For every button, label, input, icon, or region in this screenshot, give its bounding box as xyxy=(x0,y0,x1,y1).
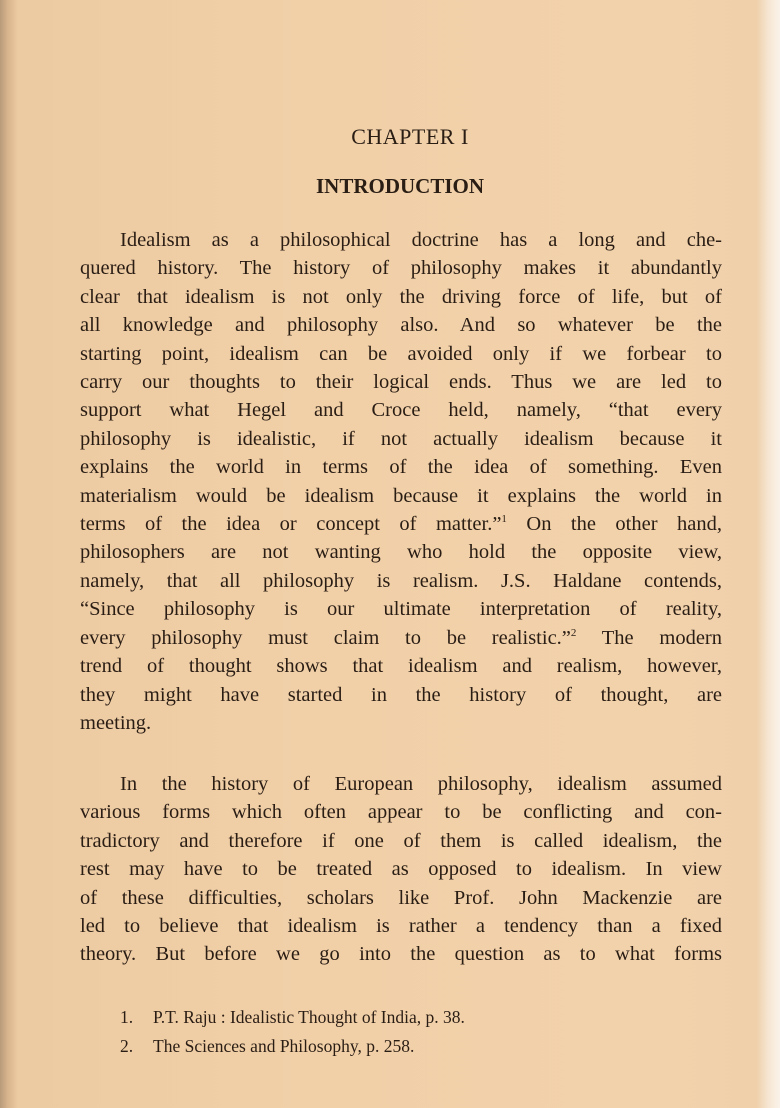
footnote-text: The Sciences and Philosophy, p. 258. xyxy=(153,1036,415,1056)
footnote-ref-2: 2 xyxy=(570,626,577,639)
footnotes xyxy=(120,1003,465,1061)
text-line: philosophers are not wanting who hold the opposite view, xyxy=(80,541,722,564)
text-line xyxy=(80,624,722,652)
text-segment: terms of the idea or concept of matter.” xyxy=(80,513,502,536)
text-line: trend of thought shows that idealism and realism, however, xyxy=(80,655,722,678)
text-line xyxy=(80,510,722,538)
text-line: In the history of European philosophy, idealism assumed xyxy=(120,773,722,795)
text-line: carry our thoughts to their logical ends. Thus we are led to xyxy=(80,371,722,394)
text-line: all knowledge and philosophy also. And so whatever be the xyxy=(80,314,722,337)
chapter-title: INTRODUCTION xyxy=(315,174,485,198)
text-line: starting point, idealism can be avoided only if we forbear to xyxy=(80,342,722,365)
footnote-number: 2. xyxy=(120,1036,134,1056)
text-line: they might have started in the history of thought, are xyxy=(80,683,722,706)
text-line: of these difficulties, scholars like Prof. John Mackenzie are xyxy=(80,886,722,909)
text-line: clear that idealism is not only the driving force of life, but of xyxy=(80,285,722,308)
text-line: led to believe that idealism is rather a tendency than a fixed xyxy=(80,915,722,938)
text-line: explains the world in terms of the idea of something. Even xyxy=(80,456,722,479)
text-line: materialism would be idealism because it explains the world in xyxy=(80,484,722,507)
text-line: “Since philosophy is our ultimate interpretation of reality, xyxy=(80,598,722,621)
footnote-text: P.T. Raju : Idealistic Thought of India, p. 38. xyxy=(153,1007,465,1027)
text-line: Idealism as a philosophical doctrine has a long and che- xyxy=(120,229,722,251)
footnote-1 xyxy=(120,1003,465,1032)
text-line: philosophy is idealistic, if not actually idealism because it xyxy=(80,427,722,450)
footnote-number: 1. xyxy=(120,1007,134,1027)
paragraph-2 xyxy=(80,770,722,969)
text-segment: The modern xyxy=(576,626,722,649)
text-line: support what Hegel and Croce held, namely, “that every xyxy=(80,399,722,422)
text-line: theory. But before we go into the question as to what forms xyxy=(80,943,722,966)
text-line: various forms which often appear to be conflicting and con- xyxy=(80,801,722,824)
text-line: namely, that all philosophy is realism. J.S. Haldane contends, xyxy=(80,569,722,592)
text-line: tradictory and therefore if one of them is called idealism, the xyxy=(80,829,722,852)
text-segment: every philosophy must claim to be realistic.” xyxy=(80,626,571,649)
text-segment: On the other hand, xyxy=(506,513,722,536)
paragraph-1 xyxy=(80,226,722,737)
text-line: rest may have to be treated as opposed to idealism. In view xyxy=(80,858,722,881)
text-line: meeting. xyxy=(80,711,152,734)
text-line: quered history. The history of philosophy makes it abundantly xyxy=(80,257,722,280)
chapter-heading: CHAPTER I xyxy=(351,124,469,149)
footnote-2 xyxy=(120,1032,465,1061)
footnote-ref-1: 1 xyxy=(501,513,507,526)
